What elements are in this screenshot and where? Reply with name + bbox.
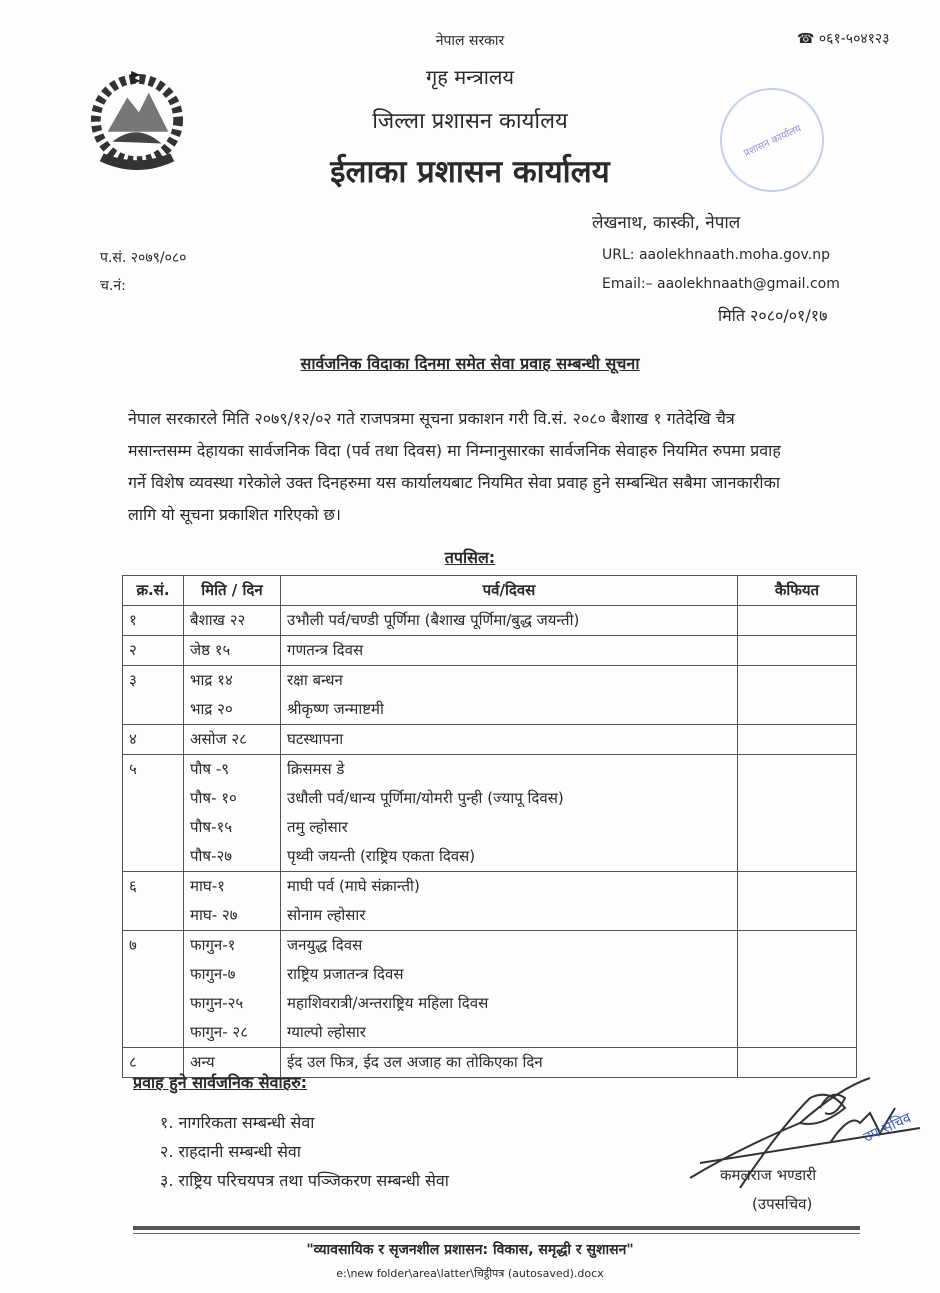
footer-rule [133, 1226, 860, 1230]
date-cell-line: बैशाख २२ [190, 611, 246, 629]
area-office-name: ईलाका प्रशासन कार्यालय [330, 154, 610, 190]
date-cell [184, 636, 281, 666]
telephone-icon: ☎ [797, 31, 815, 47]
date-cell-line: पौष-१५ [190, 818, 233, 836]
header-serial: क्र.सं. [123, 576, 184, 606]
reference-number: प.सं. २०७९/०८० [100, 250, 187, 266]
remarks-cell [738, 725, 857, 755]
table-row [123, 666, 857, 725]
header-date: मिति / दिन [184, 576, 281, 606]
table-row [123, 636, 857, 666]
ministry-name: गृह मन्त्रालय [425, 65, 515, 89]
event-cell-line: रक्षा बन्धन [287, 671, 343, 689]
remarks-cell [738, 666, 857, 725]
schedule-heading: तपसिल: [444, 548, 496, 567]
serial-cell: ४ [123, 725, 184, 755]
handwritten-note: उप-सचिव [861, 1110, 914, 1146]
services-list [160, 1108, 449, 1195]
date-cell-line: पौष- १० [190, 789, 237, 807]
date-cell [184, 931, 281, 1048]
phone-text: ०६१-५०४१२३ [818, 31, 890, 47]
event-cell [281, 636, 738, 666]
service-item: २. राहदानी सम्बन्धी सेवा [160, 1142, 301, 1161]
letter-date: मिति २०८०/०१/१७ [718, 306, 828, 325]
date-cell [184, 606, 281, 636]
table-row [123, 931, 857, 1048]
date-cell-line: फागुन- २८ [190, 1023, 249, 1041]
header-event: पर्व/दिवस [281, 576, 738, 606]
serial-cell: ३ [123, 666, 184, 725]
event-cell-line: उधौली पर्व/धान्य पूर्णिमा/योमरी पुन्ही (ज्यापू दिवस) [287, 789, 564, 807]
event-cell [281, 725, 738, 755]
event-cell-line: तमु ल्होसार [287, 818, 348, 836]
service-item: ३. राष्ट्रिय परिचयपत्र तथा पञ्जिकरण सम्बन्धी सेवा [160, 1171, 449, 1190]
remarks-cell [738, 636, 857, 666]
table-row [123, 872, 857, 931]
body-line: नेपाल सरकारले मिति २०७९/१२/०२ गते राजपत्रमा सूचना प्रकाशन गरी वि.सं. २०८० बैशाख १ गतेदेखि चैत्र [128, 409, 735, 428]
event-cell-line: श्रीकृष्ण जन्माष्टमी [287, 700, 384, 718]
date-cell-line: फागुन-२५ [190, 994, 244, 1012]
remarks-cell [738, 931, 857, 1048]
date-cell-line: फागुन-७ [190, 965, 236, 983]
office-stamp: प्रशासन कार्यालय [703, 71, 841, 209]
notice-body [128, 403, 858, 531]
event-cell-line: माघी पर्व (माघे संक्रान्ती) [287, 877, 420, 895]
date-cell-line: पौष-२७ [190, 847, 233, 865]
event-cell-line: राष्ट्रिय प्रजातन्त्र दिवस [287, 965, 404, 983]
event-cell [281, 931, 738, 1048]
event-cell-line: क्रिसमस डे [287, 760, 345, 778]
table-header-row [123, 576, 857, 606]
signatory-name: कमलराज भण्डारी [720, 1166, 817, 1184]
date-cell [184, 725, 281, 755]
date-cell-line: जेष्ठ १५ [190, 641, 231, 659]
table-row [123, 606, 857, 636]
event-cell [281, 666, 738, 725]
holiday-schedule-table [122, 575, 857, 1078]
table-row [123, 755, 857, 872]
office-url: URL: aaolekhnaath.moha.gov.np [602, 247, 830, 263]
services-heading: प्रवाह हुने सार्वजनिक सेवाहरु: [133, 1073, 308, 1092]
service-item: १. नागरिकता सम्बन्धी सेवा [160, 1113, 315, 1132]
event-cell-line: गणतन्त्र दिवस [287, 641, 364, 659]
signature-icon [680, 1068, 930, 1208]
file-path: e:\new folder\area\latter\चिट्ठीपत्र (autosaved).docx [336, 1267, 604, 1280]
serial-cell: ८ [123, 1048, 184, 1078]
event-cell-line: ईद उल फित्र, ईद उल अजाह का तोकिएका दिन [287, 1053, 543, 1071]
event-cell-line: उभौली पर्व/चण्डी पूर्णिमा (बैशाख पूर्णिमा/बुद्ध जयन्ती) [287, 611, 580, 629]
signatory-designation: (उपसचिव) [752, 1195, 813, 1213]
date-cell-line: माघ- २७ [190, 906, 238, 924]
body-line: गर्ने विशेष व्यवस्था गरेकोले उक्त दिनहरुमा यस कार्यालयबाट नियमित सेवा प्रवाह हुने सम्बन्धित सबैमा जानकारीका [128, 473, 781, 492]
serial-cell: ६ [123, 872, 184, 931]
event-cell [281, 1048, 738, 1078]
office-email: Email:– aaolekhnaath@gmail.com [602, 276, 840, 292]
date-cell-line: असोज २८ [190, 730, 247, 748]
date-cell-line: फागुन-१ [190, 936, 236, 954]
footer-rule-thin [133, 1233, 860, 1234]
remarks-cell [738, 872, 857, 931]
event-cell-line: जनयुद्ध दिवस [287, 936, 363, 954]
notice-subject: सार्वजनिक विदाका दिनमा समेत सेवा प्रवाह सम्बन्धी सूचना [300, 354, 640, 373]
date-cell [184, 666, 281, 725]
event-cell-line: ग्याल्पो ल्होसार [287, 1023, 366, 1041]
event-cell [281, 755, 738, 872]
serial-cell: ७ [123, 931, 184, 1048]
date-cell-line: अन्य [190, 1053, 215, 1071]
phone-number [797, 29, 889, 48]
date-cell [184, 755, 281, 872]
event-cell-line: सोनाम ल्होसार [287, 906, 366, 924]
date-cell-line: पौष -९ [190, 760, 230, 778]
event-cell-line: घटस्थापना [287, 730, 344, 748]
body-line: मसान्तसम्म देहायका सार्वजनिक विदा (पर्व तथा दिवस) मा निम्नानुसारका सार्वजनिक सेवाहरु नियमित रुपमा प्रवाह [128, 441, 781, 460]
event-cell-line: पृथ्वी जयन्ती (राष्ट्रिय एकता दिवस) [287, 847, 476, 865]
remarks-cell [738, 755, 857, 872]
event-cell-line: महाशिवरात्री/अन्तराष्ट्रिय महिला दिवस [287, 994, 489, 1012]
date-cell-line: भाद्र २० [190, 700, 233, 718]
header-remarks: कैफियत [738, 576, 857, 606]
date-cell-line: भाद्र १४ [190, 671, 233, 689]
dispatch-number: च.नं: [100, 278, 126, 294]
body-line: लागि यो सूचना प्रकाशित गरिएको छ। [128, 505, 341, 524]
serial-cell: ५ [123, 755, 184, 872]
event-cell [281, 872, 738, 931]
serial-cell: १ [123, 606, 184, 636]
remarks-cell [738, 606, 857, 636]
district-office-name: जिल्ला प्रशासन कार्यालय [372, 109, 568, 134]
date-cell-line: माघ-१ [190, 877, 225, 895]
serial-cell: २ [123, 636, 184, 666]
date-cell [184, 872, 281, 931]
footer-slogan: "व्यावसायिक र सृजनशील प्रशासन: विकास, समृद्धी र सुशासन" [306, 1242, 634, 1258]
office-address: लेखनाथ, कास्की, नेपाल [592, 213, 741, 233]
government-name: नेपाल सरकार [435, 33, 505, 49]
table-row [123, 725, 857, 755]
event-cell [281, 606, 738, 636]
